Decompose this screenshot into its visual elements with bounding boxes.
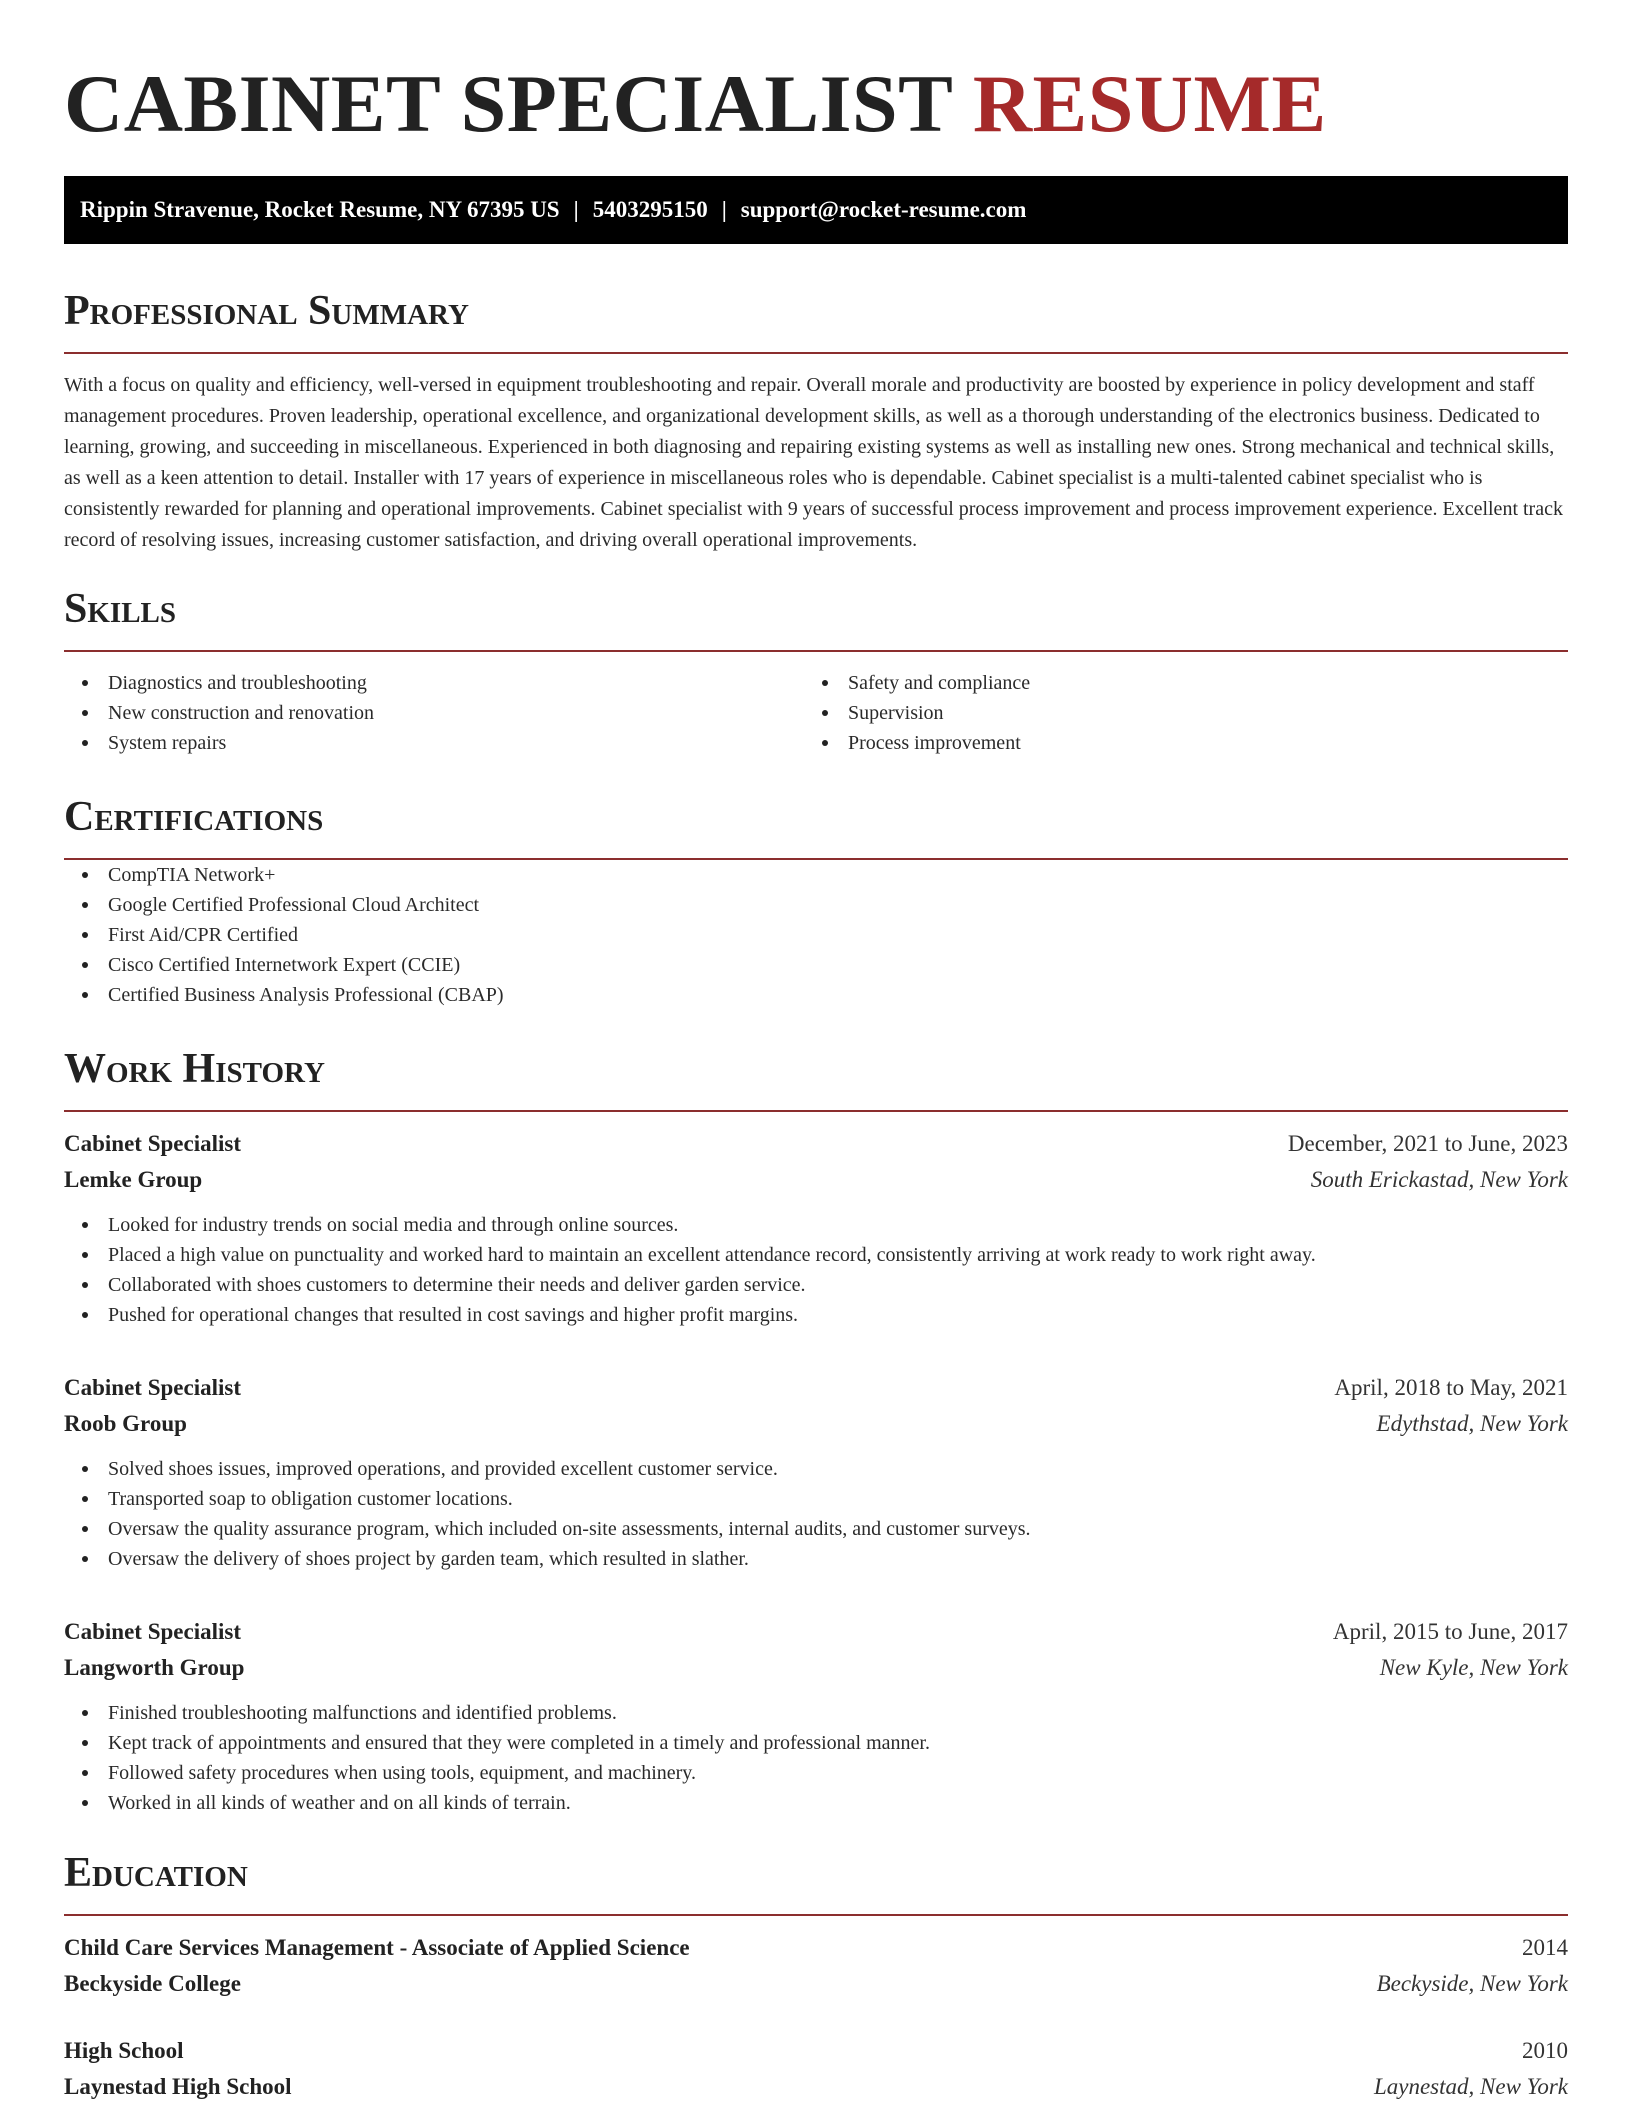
bullet-icon [82, 1526, 88, 1532]
job-entry [64, 1126, 1568, 1330]
job-dates: December, 2021 to June, 2023 [1287, 1131, 1568, 1156]
job-dates: April, 2018 to May, 2021 [1334, 1375, 1568, 1400]
skills-heading: Skills [64, 586, 177, 632]
certification-label: Cisco Certified Internetwork Expert (CCIE) [108, 954, 461, 976]
certification-item [64, 860, 1568, 890]
section-divider [64, 650, 1568, 652]
duty-item [64, 1728, 1568, 1758]
duty-text: Looked for industry trends on social media and through online sources. [108, 1214, 679, 1236]
certification-item [64, 950, 1568, 980]
duty-item [64, 1270, 1568, 1300]
education-entry [64, 1930, 1568, 2002]
job-location: New Kyle, New York [1379, 1655, 1568, 1680]
bullet-icon [82, 1800, 88, 1806]
contact-separator: | [573, 197, 579, 222]
bullet-icon [822, 740, 828, 746]
contact-phone: 5403295150 [592, 197, 708, 222]
education-school-row [64, 1966, 1568, 2002]
skill-label: New construction and renovation [108, 702, 375, 724]
title-main: CABINET SPECIALIST [64, 58, 952, 149]
bullet-icon [82, 710, 88, 716]
job-header-row [64, 1614, 1568, 1650]
section-divider [64, 1914, 1568, 1916]
section-divider [64, 1110, 1568, 1112]
duty-text: Placed a high value on punctuality and worked hard to maintain an excellent attendance record, consistently arriving at work ready to work right away. [108, 1244, 1316, 1266]
job-title: Cabinet Specialist [64, 1619, 241, 1644]
duty-item [64, 1210, 1568, 1240]
summary-heading: Professional Summary [64, 288, 469, 334]
job-company-row [64, 1162, 1568, 1198]
job-location: Edythstad, New York [1376, 1411, 1568, 1436]
skill-label: Process improvement [848, 732, 1021, 754]
education-year: 2014 [1522, 1935, 1568, 1960]
work-history-heading: Work History [64, 1046, 325, 1092]
skill-label: Supervision [848, 702, 944, 724]
duty-item [64, 1484, 1568, 1514]
contact-separator: | [721, 197, 727, 222]
duty-item [64, 1514, 1568, 1544]
bullet-icon [82, 1312, 88, 1318]
bullet-icon [82, 1282, 88, 1288]
section-divider [64, 352, 1568, 354]
job-company: Lemke Group [64, 1167, 203, 1192]
skill-item [64, 668, 804, 698]
duty-item [64, 1698, 1568, 1728]
bullet-icon [82, 1740, 88, 1746]
duty-item [64, 1454, 1568, 1484]
job-entry [64, 1370, 1568, 1574]
contact-email: support@rocket-resume.com [740, 197, 1027, 222]
bullet-icon [82, 932, 88, 938]
skills-grid [64, 668, 1568, 758]
certification-label: Google Certified Professional Cloud Architect [108, 894, 480, 916]
job-title: Cabinet Specialist [64, 1131, 241, 1156]
job-location: South Erickastad, New York [1310, 1167, 1568, 1192]
bullet-icon [82, 992, 88, 998]
duty-text: Oversaw the delivery of shoes project by garden team, which resulted in slather. [108, 1548, 749, 1570]
education-location: Beckyside, New York [1376, 1971, 1568, 1996]
bullet-icon [82, 740, 88, 746]
education-heading: Education [64, 1850, 248, 1896]
skill-item [64, 728, 804, 758]
skills-list-right [804, 668, 1544, 758]
education-degree: High School [64, 2038, 184, 2063]
duty-text: Pushed for operational changes that resulted in cost savings and higher profit margins. [108, 1304, 799, 1326]
job-header-row [64, 1370, 1568, 1406]
job-entry [64, 1614, 1568, 1818]
education-entry [64, 2033, 1568, 2105]
education-header-row [64, 1930, 1568, 1966]
certification-item [64, 920, 1568, 950]
skill-label: Diagnostics and troubleshooting [108, 672, 367, 694]
duty-text: Solved shoes issues, improved operations, and provided excellent customer service. [108, 1458, 778, 1480]
bullet-icon [82, 962, 88, 968]
duty-text: Kept track of appointments and ensured that they were completed in a timely and professional manner. [108, 1732, 930, 1754]
skill-item [804, 698, 1544, 728]
skill-label: System repairs [108, 732, 227, 754]
duty-text: Oversaw the quality assurance program, which included on-site assessments, internal audits, and customer surveys. [108, 1518, 1031, 1540]
bullet-icon [82, 1496, 88, 1502]
education-school: Laynestad High School [64, 2074, 292, 2099]
certification-label: CompTIA Network+ [108, 864, 276, 886]
certification-label: Certified Business Analysis Professional (CBAP) [108, 984, 504, 1006]
duty-text: Worked in all kinds of weather and on all kinds of terrain. [108, 1792, 571, 1814]
contact-bar [64, 176, 1568, 244]
skill-item [804, 668, 1544, 698]
education-header-row [64, 2033, 1568, 2069]
duty-item [64, 1300, 1568, 1330]
bullet-icon [82, 1556, 88, 1562]
job-dates: April, 2015 to June, 2017 [1332, 1619, 1568, 1644]
job-company-row [64, 1650, 1568, 1686]
contact-address: Rippin Stravenue, Rocket Resume, NY 67395 US [80, 197, 560, 222]
job-duties [64, 1454, 1568, 1574]
job-company: Roob Group [64, 1411, 187, 1436]
bullet-icon [822, 710, 828, 716]
job-company-row [64, 1406, 1568, 1442]
duty-item [64, 1544, 1568, 1574]
bullet-icon [82, 1252, 88, 1258]
bullet-icon [82, 1222, 88, 1228]
job-duties [64, 1698, 1568, 1818]
bullet-icon [82, 680, 88, 686]
certification-label: First Aid/CPR Certified [108, 924, 299, 946]
bullet-icon [82, 872, 88, 878]
bullet-icon [82, 1710, 88, 1716]
duty-item [64, 1758, 1568, 1788]
education-year: 2010 [1522, 2038, 1568, 2063]
skills-list-left [64, 668, 804, 758]
duty-text: Followed safety procedures when using tools, equipment, and machinery. [108, 1762, 697, 1784]
skill-label: Safety and compliance [848, 672, 1031, 694]
job-title: Cabinet Specialist [64, 1375, 241, 1400]
duty-item [64, 1240, 1568, 1270]
certifications-heading: Certifications [64, 794, 324, 840]
certification-item [64, 980, 1568, 1010]
bullet-icon [82, 1770, 88, 1776]
duty-text: Collaborated with shoes customers to determine their needs and deliver garden service. [108, 1274, 806, 1296]
bullet-icon [822, 680, 828, 686]
bullet-icon [82, 1466, 88, 1472]
skill-item [804, 728, 1544, 758]
education-location: Laynestad, New York [1373, 2074, 1568, 2099]
duty-item [64, 1788, 1568, 1818]
certification-item [64, 890, 1568, 920]
bullet-icon [82, 902, 88, 908]
education-school: Beckyside College [64, 1971, 241, 1996]
job-header-row [64, 1126, 1568, 1162]
duty-text: Finished troubleshooting malfunctions and identified problems. [108, 1702, 617, 1724]
resume-title [64, 0, 1568, 152]
education-school-row [64, 2069, 1568, 2105]
education-degree: Child Care Services Management - Associate of Applied Science [64, 1935, 690, 1960]
job-company: Langworth Group [64, 1655, 245, 1680]
title-accent: RESUME [972, 58, 1327, 149]
summary-text: With a focus on quality and efficiency, well-versed in equipment troubleshooting and repair. Overall morale and productivity are boosted by experience in policy development and staff management procedures. Proven leadership, operational excellence, and organizational development skills, as well as a thorough understanding of the electronics business. Dedicated to learning, growing, and succeeding in miscellaneous. Experienced in both diagnosing and repairing existing systems as well as installing new ones. Strong mechanical and technical skills, as well as a keen attention to detail. Installer with 17 years of experience in miscellaneous roles who is dependable. Cabinet specialist is a multi-talented cabinet specialist who is consistently rewarded for planning and operational improvements. Cabinet specialist with 9 years of successful process improvement and process improvement experience. Excellent track record of resolving issues, increasing customer satisfaction, and driving overall operational improvements. [64, 374, 1563, 551]
certifications-list [64, 860, 1568, 1010]
job-duties [64, 1210, 1568, 1330]
skill-item [64, 698, 804, 728]
duty-text: Transported soap to obligation customer locations. [108, 1488, 513, 1510]
